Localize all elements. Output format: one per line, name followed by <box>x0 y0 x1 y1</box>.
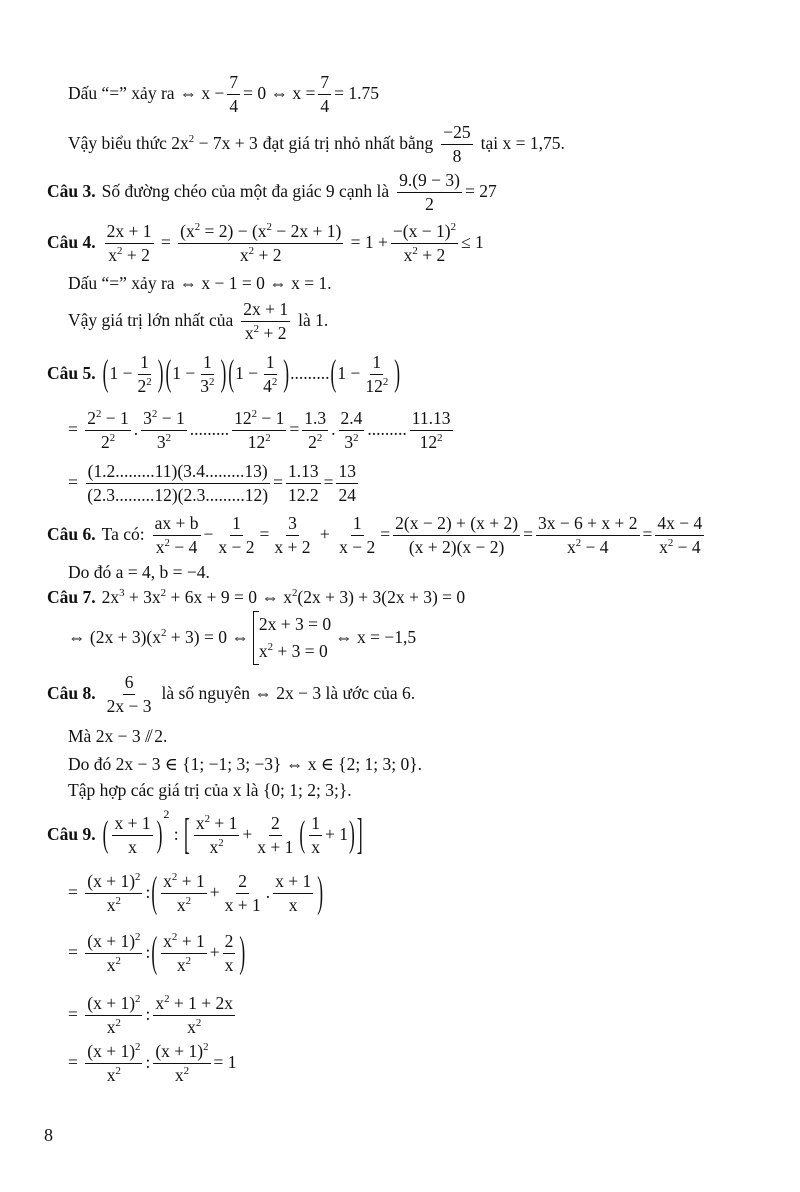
fraction: $\frac{-25}{8}$ <box>443 122 471 166</box>
fraction: $\frac{x + 1}{x}$ <box>114 813 151 857</box>
line-q5-step-2: = $\frac{(1.2.........11)(3.4.........13)}{(2.3.........12)(2.3.........12)}$ = $\frac{1.13}{12.2}$ = $\frac{13}{24}$ <box>68 461 356 505</box>
line-q9-step-3: = $\frac{(x + 1)^2}{x^2}$ : $\frac{x^2 + 1 + 2x}{x^2}$ <box>68 993 233 1037</box>
line-q8-set: Do đó 2x − 3 ∈ {1; −1; 3; −3} ⇔ x ∈ {2; 1; 3; 0}. <box>68 754 423 775</box>
question-9: Câu 9. ( $\frac{x + 1}{x}$ ) 2 : [ $\frac{x^2 + 1}{x^2}$ + $\frac{2}{x + 1}$ ( $\frac{1}{x}$ + 1 ) ] <box>47 807 363 859</box>
fraction: $\frac{6}{2x - 3}$ <box>106 672 152 716</box>
fraction: $\frac{3^2 - 1}{3^2}$ <box>143 408 185 452</box>
line-q9-step-4: = $\frac{(x + 1)^2}{x^2}$ : $\frac{(x + 1)^2}{x^2}$ = 1 <box>68 1041 237 1085</box>
fraction: $\frac{1}{2^2}$ <box>137 352 152 396</box>
fraction: $\frac{2}{x + 1}$ <box>257 813 294 857</box>
fraction: $\frac{1}{3^2}$ <box>200 352 215 396</box>
fraction: $\frac{3}{x + 2}$ <box>274 513 311 557</box>
line-equality-condition-1: Dấu “=” xảy ra ⇔ x − $\frac{7}{4}$ = 0 ⇔ x = $\frac{7}{4}$ = 1.75 <box>68 72 380 116</box>
fraction: $\frac{(x + 1)^2}{x^2}$ <box>155 1041 209 1085</box>
fraction: $\frac{1}{12^2}$ <box>365 352 389 396</box>
line-q8-conclusion: Tập hợp các giá trị của x là {0; 1; 2; 3;}. <box>68 780 352 801</box>
fraction: $\frac{3x - 6 + x + 2}{x^2 - 4}$ <box>537 513 638 557</box>
fraction: $\frac{x + 1}{x}$ <box>275 871 312 915</box>
fraction: $\frac{2x + 1}{x^2 + 2}$ <box>106 221 152 265</box>
fraction: $\frac{(x + 1)^2}{x^2}$ <box>87 931 141 975</box>
line-q9-step-2: = $\frac{(x + 1)^2}{x^2}$ : ( $\frac{x^2 + 1}{x^2}$ + $\frac{2}{x}$ ) <box>68 926 246 977</box>
line-q5-step-1: = $\frac{2^2 - 1}{2^2}$ . $\frac{3^2 - 1}{3^2}$ ......... $\frac{12^2 - 1}{12^2}$ = $\frac{1.3}{2^2}$ . $\frac{2.4}{3^2}$ ......... $\frac{11.13}{12^2}$ <box>68 408 451 452</box>
line-equality-condition-2: Dấu “=” xảy ra ⇔ x − 1 = 0 ⇔ x = 1. <box>68 273 332 294</box>
system-bracket: 2x + 3 = 0 $x^2 + 3 = 0$ <box>253 611 331 665</box>
fraction: $\frac{1}{x - 2}$ <box>339 513 376 557</box>
fraction: $\frac{(x + 1)^2}{x^2}$ <box>87 871 141 915</box>
fraction: $\frac{x^2 + 1 + 2x}{x^2}$ <box>155 993 233 1037</box>
line-minimum-conclusion: Vậy biểu thức 2x $^2$ − 7x + 3 đạt giá trị nhỏ nhất bằng $\frac{-25}{8}$ tại x = 1,75. <box>68 122 565 166</box>
fraction: $\frac{ax + b}{x^2 - 4}$ <box>154 513 199 557</box>
fraction: $\frac{2^2 - 1}{2^2}$ <box>87 408 129 452</box>
fraction: $\frac{(x + 1)^2}{x^2}$ <box>87 993 141 1037</box>
fraction: $\frac{7}{4}$ <box>229 72 239 116</box>
fraction: $\frac{2}{x + 1}$ <box>224 871 261 915</box>
fraction: $\frac{x^2 + 1}{x^2}$ <box>195 813 238 857</box>
fraction: $\frac{x^2 + 1}{x^2}$ <box>163 931 205 975</box>
fraction: $\frac{1}{4^2}$ <box>263 352 278 396</box>
fraction: $\frac{13}{24}$ <box>338 461 356 505</box>
fraction: $\frac{7}{4}$ <box>320 72 330 116</box>
question-3: Câu 3. Số đường chéo của một đa giác 9 cạnh là $\frac{9.(9 - 3)}{2}$ = 27 <box>47 170 497 214</box>
fraction: $\frac{(x + 1)^2}{x^2}$ <box>87 1041 141 1085</box>
question-8: Câu 8. $\frac{6}{2x - 3}$ là số nguyên ⇔ 2x − 3 là ước của 6. <box>47 672 416 716</box>
line-q9-step-1: = $\frac{(x + 1)^2}{x^2}$ : ( $\frac{x^2 + 1}{x^2}$ + $\frac{2}{x + 1}$ . $\frac{x + 1}{x}$ ) <box>68 866 324 917</box>
line-q7-solution: ⇔ $(2x + 3)(x^2 + 3) = 0$ ⇔ 2x + 3 = 0 $x^2 + 3 = 0$ ⇔ x = −1,5 <box>68 612 416 664</box>
fraction: $\frac{9.(9 - 3)}{2}$ <box>399 170 460 214</box>
fraction: $\frac{2}{x}$ <box>224 931 234 975</box>
line-q8-odd: Mà 2x − 3 /̸ 2. <box>68 726 168 747</box>
fraction: $\frac{1.13}{12.2}$ <box>287 461 319 505</box>
page-number: 8 <box>44 1125 53 1145</box>
fraction: $\frac{-(x - 1)^2}{x^2 + 2}$ <box>392 221 456 265</box>
fraction: $\frac{2x + 1}{x^2 + 2}$ <box>243 299 289 343</box>
fraction: $\frac{(1.2.........11)(3.4.........13)}{(2.3.........12)(2.3.........12)}$ <box>87 461 269 505</box>
question-5: Câu 5. ( 1 − $\frac{1}{2^2}$ ) ( 1 − $\frac{1}{3^2}$ ) ( 1 − $\frac{1}{4^2}$ ) ......... ( 1 − $\frac{1}{12^2}$ ) <box>47 351 401 396</box>
fraction: $\frac{2.4}{3^2}$ <box>340 408 363 452</box>
question-6: Câu 6. Ta có: $\frac{ax + b}{x^2 - 4}$ − $\frac{1}{x - 2}$ = $\frac{3}{x + 2}$ + $\frac{1}{x - 2}$ = $\frac{2(x - 2) + (x + 2)}{(x + 2)(x - 2)}$ = $\frac{3x - 6 + x + 2}{x^2 - 4}$ = $\frac{4x - 4}{x^2 - 4}$ <box>47 513 703 557</box>
fraction: $\frac{2(x - 2) + (x + 2)}{(x + 2)(x - 2)}$ <box>395 513 519 557</box>
question-4: Câu 4. $\frac{2x + 1}{x^2 + 2}$ = $\frac{(x^2 = 2) - (x^2 - 2x + 1)}{x^2 + 2}$ = 1 + $\frac{-(x - 1)^2}{x^2 + 2}$ ≤ 1 <box>47 221 484 265</box>
line-maximum-conclusion: Vậy giá trị lớn nhất của $\frac{2x + 1}{x^2 + 2}$ là 1. <box>68 299 329 343</box>
fraction: $\frac{4x - 4}{x^2 - 4}$ <box>657 513 703 557</box>
fraction: $\frac{1.3}{2^2}$ <box>304 408 327 452</box>
fraction: $\frac{(x^2 = 2) - (x^2 - 2x + 1)}{x^2 + 2}$ <box>180 221 342 265</box>
fraction: $\frac{12^2 - 1}{12^2}$ <box>234 408 285 452</box>
fraction: $\frac{1}{x}$ <box>311 813 320 857</box>
fraction: $\frac{x^2 + 1}{x^2}$ <box>163 871 205 915</box>
fraction: $\frac{11.13}{12^2}$ <box>411 408 451 452</box>
question-7: Câu 7. $2x^3 + 3x^2 + 6x + 9 = 0$ ⇔ $x^2(2x + 3) + 3(2x + 3) = 0$ <box>47 587 466 608</box>
line-q6-conclusion: Do đó a = 4, b = −4. <box>68 562 210 583</box>
fraction: $\frac{1}{x - 2}$ <box>218 513 255 557</box>
